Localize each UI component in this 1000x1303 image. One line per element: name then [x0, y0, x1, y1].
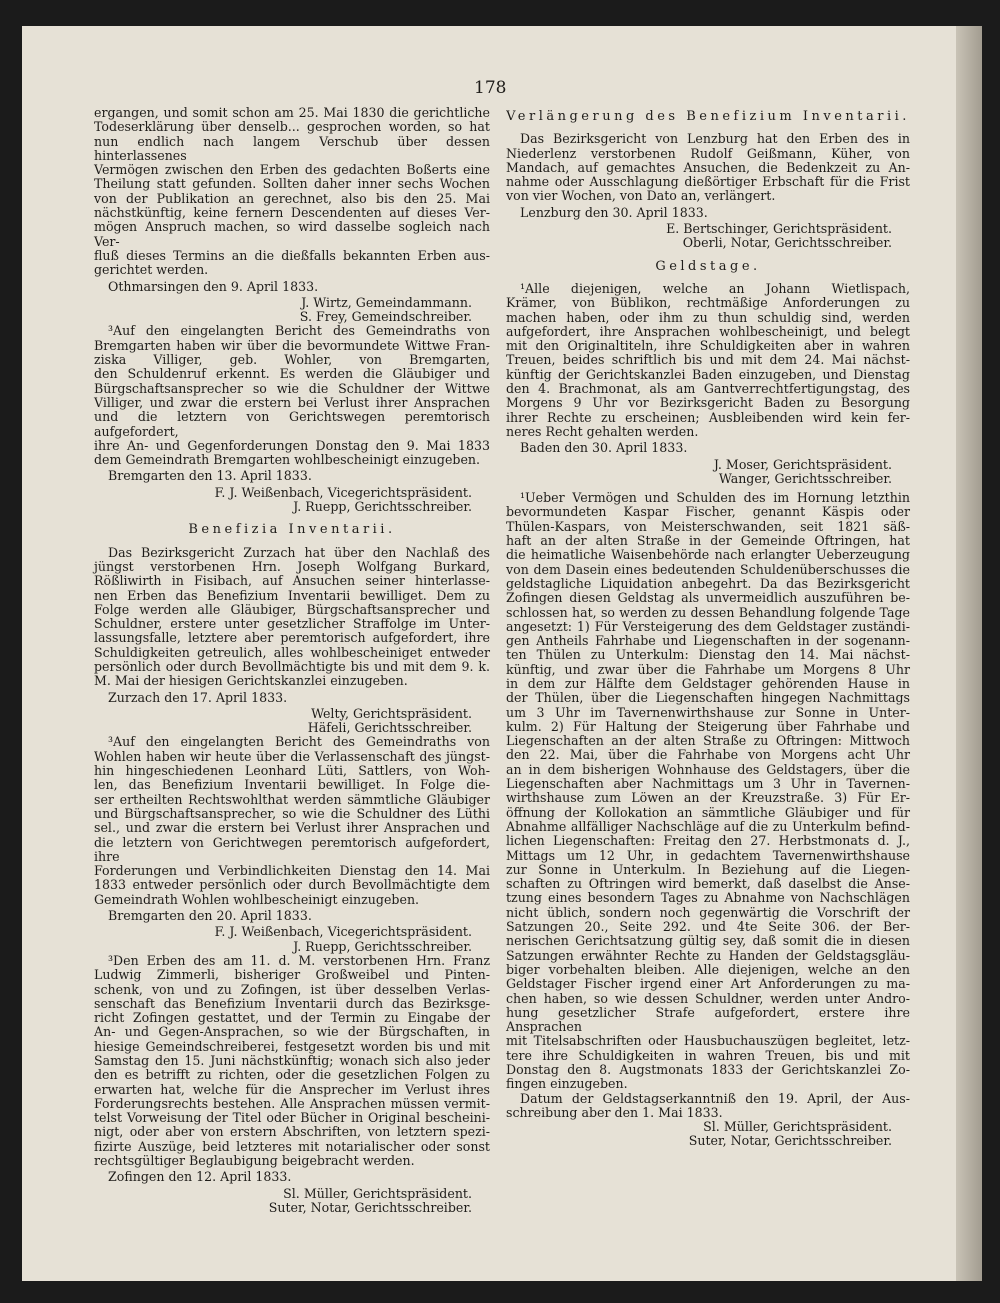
signature: Wanger, Gerichtsschreiber. — [718, 470, 892, 486]
text-line: von vier Wochen, von Dato an, verlängert. — [506, 188, 776, 204]
text-line: len, das Benefizium Inventarii bewilliget. In Folge die- — [94, 777, 490, 793]
text-line: die heimatliche Waisenbehörde nach erlangter Ueberzeugung — [506, 547, 910, 563]
signature: Welty, Gerichtspräsident. — [311, 705, 472, 721]
text-line: Forderungen und Verbindlichkeiten Dienstag den 14. Mai — [94, 863, 490, 879]
text-line: ¹Ueber Vermögen und Schulden des im Hornung letzthin — [520, 490, 910, 506]
text-line: Treuen, beides schriftlich bis und mit dem 24. Mai nächst- — [506, 352, 910, 368]
text-line: Folge werden alle Gläubiger, Bürgschaftsansprecher und — [94, 601, 490, 617]
text-line: telst Vorweisung der Titel oder Bücher in Original bescheini- — [94, 1110, 490, 1126]
section-heading: Geldstage. — [655, 258, 761, 274]
text-line: Gemeindrath Wohlen wohlbescheinigt einzugeben. — [94, 891, 420, 907]
text-line: nächstkünftig, keine fernern Descendenten auf dieses Ver- — [94, 205, 490, 221]
text-line: schenk, von und zu Zofingen, ist über desselben Verlas- — [94, 981, 490, 997]
text-line: öffnung der Kollokation an sämmtliche Gläubiger und für — [506, 804, 910, 820]
signature: Suter, Notar, Gerichtsschreiber. — [688, 1133, 892, 1149]
text-line: nen Erben das Benefizium Inventarii bewilliget. Dem zu — [94, 587, 490, 603]
notice-date: Zurzach den 17. April 1833. — [108, 689, 288, 705]
text-line: den 22. Mai, über die Fahrhabe von Morgens acht Uhr — [506, 747, 910, 763]
notice-othmarsingen — [94, 106, 490, 278]
notice-fischer-note — [506, 1092, 910, 1121]
text-line: Thülen-Kaspars, von Meisterschwanden, seit 1821 säß- — [506, 518, 910, 534]
text-line: aufgefordert, ihre Ansprachen wohlbescheinigt, und belegt — [506, 323, 910, 339]
notice-geissmann — [506, 132, 910, 203]
notice-date: Othmarsingen den 9. April 1833. — [108, 278, 319, 294]
notice-villiger — [94, 324, 490, 467]
text-line: künftig der Gerichtskanzlei Baden einzugeben, und Dienstag — [506, 366, 910, 382]
notice-date: Bremgarten den 20. April 1833. — [108, 908, 312, 924]
signature: Sl. Müller, Gerichtspräsident. — [283, 1185, 472, 1201]
text-line: fluß dieses Termins an die dießfalls bekannten Erben aus- — [94, 247, 490, 263]
notice-fischer — [506, 491, 910, 1091]
text-line: lassungsfalle, letztere aber peremtorisch aufgefordert, ihre — [94, 630, 490, 646]
text-line: geldstagliche Liquidation anbegehrt. Da das Bezirksgericht — [506, 575, 910, 591]
text-line: nerischen Gerichtsatzung gültig sey, daß somit die in diesen — [506, 933, 910, 949]
text-line: den Schuldenruf erkennt. Es werden die Gläubiger und — [94, 366, 490, 382]
text-line: und die letztern von Gerichtswegen peremtorisch aufgefordert, — [94, 409, 490, 439]
text-line: gerichtet werden. — [94, 262, 209, 278]
text-line: Schuldigkeiten getreulich, alles wohlbescheiniget entweder — [94, 644, 490, 660]
text-line: ziska Villiger, geb. Wohler, von Bremgarten, — [94, 352, 490, 368]
text-line: ihrer Rechte zu erscheinen; Ausbleibenden wird kein fer- — [506, 409, 910, 425]
signature: Häfeli, Gerichtsschreiber. — [307, 720, 472, 736]
text-line: mögen Anspruch machen, so wird dasselbe sogleich nach Ver- — [94, 219, 490, 249]
signature: S. Frey, Gemeindschreiber. — [299, 309, 472, 325]
text-line: lichen Liegenschaften: Freitag den 27. Herbstmonats d. J., — [506, 833, 910, 849]
text-line: gen Antheils Fahrhabe und Liegenschaften in der sogenann- — [506, 633, 910, 649]
text-line: und Bürgschaftsansprecher, so wie die Schuldner des Lüthi — [94, 805, 490, 821]
text-line: Schuldner, erstere unter gesetzlicher Straffolge im Unter- — [94, 616, 490, 632]
signature: J. Wirtz, Gemeindammann. — [301, 294, 472, 310]
text-line: Villiger, und zwar die erstern bei Verlust ihrer Ansprachen — [94, 394, 490, 410]
text-line: M. Mai der hiesigen Gerichtskanzlei einzugeben. — [94, 673, 408, 689]
text-line: Ludwig Zimmerli, bisheriger Großweibel und Pinten- — [94, 967, 490, 983]
text-line: den 4. Brachmonat, als am Gantverrechtfertigungstag, des — [506, 381, 910, 397]
text-line: fizirte Auszüge, beid letzteres mit notarialischer oder sonst — [94, 1138, 490, 1154]
text-line: Das Bezirksgericht Zurzach hat über den Nachlaß des — [108, 544, 490, 560]
text-line: ³Auf den eingelangten Bericht des Gemeindraths von — [108, 323, 490, 339]
left-column — [94, 106, 490, 1215]
text-line: senschaft das Benefizium Inventarii durch das Bezirksge- — [94, 995, 490, 1011]
signature: Oberli, Notar, Gerichtsschreiber. — [682, 235, 892, 251]
signature: Sl. Müller, Gerichtspräsident. — [703, 1119, 892, 1135]
text-line: rechtsgültiger Beglaubigung beigebracht werden. — [94, 1153, 415, 1169]
text-line: die letztern von Gerichtwegen peremtorisch aufgefordert, ihre — [94, 834, 490, 864]
text-line: fingen einzugeben. — [506, 1076, 628, 1092]
notice-lueti — [94, 735, 490, 907]
text-line: hung gesetzlicher Strafe aufgefordert, erstere ihre Ansprachen — [506, 1004, 910, 1035]
text-line: den es betrifft zu richten, oder die gesetzlichen Folgen zu — [94, 1067, 490, 1083]
text-line: Bremgarten haben wir über die bevormundete Wittwe Fran- — [94, 337, 490, 353]
text-line: Forderungsrechts bestehen. Alle Ansprachen müssen vermit- — [94, 1095, 490, 1111]
text-line: Wohlen haben wir heute über die Verlassenschaft des jüngst- — [94, 748, 490, 764]
notice-date: Baden den 30. April 1833. — [520, 440, 688, 456]
text-line: nahme oder Ausschlagung dießörtiger Erbschaft für die Frist — [506, 174, 910, 190]
text-line: Krämer, von Büblikon, rechtmäßige Anforderungen zu — [506, 295, 910, 311]
text-line: ser ertheilten Rechtswohlthat werden sämmtliche Gläubiger — [94, 791, 490, 807]
text-line: ten Thülen zu Unterkulm: Dienstag den 14. Mai nächst- — [506, 647, 910, 663]
text-line: chen haben, so wie dessen Schuldner, werden unter Andro- — [506, 990, 910, 1006]
text-line: biger vorbehalten bleiben. Alle diejenigen, welche an den — [506, 961, 910, 977]
text-line: sel., und zwar die erstern bei Verlust ihrer Ansprachen und — [94, 820, 490, 836]
text-line: schaften zu Oftringen wird bemerkt, daß daselbst die Anse- — [506, 876, 910, 892]
text-line: kulm. 2) Für Haltung der Steigerung über Fahrhabe und — [506, 718, 910, 734]
notice-zimmerli — [94, 954, 490, 1168]
text-line: machen haben, oder ihm zu thun schuldig sind, werden — [506, 309, 910, 325]
notice-wietlispach — [506, 282, 910, 439]
text-line: Liegenschaften an der alten Straße zu Oftringen: Mittwoch — [506, 733, 910, 749]
text-line: jüngst verstorbenen Hrn. Joseph Wolfgang Burkard, — [94, 558, 490, 574]
text-line: Geldstager Fischer irgend einer Art Anforderungen zu ma- — [506, 976, 910, 992]
text-line: nicht üblich, sondern noch gegenwärtig die Vorschrift der — [506, 904, 910, 920]
text-line: Rößliwirth in Fisibach, auf Ansuchen seiner hinterlasse- — [94, 573, 490, 589]
text-line: Bürgschaftsansprecher so wie die Schuldner der Wittwe — [94, 380, 490, 396]
text-line: mit den Originaltiteln, ihre Schuldigkeiten aber in wahren — [506, 338, 910, 354]
text-line: Todeserklärung über denselb... gesprochen worden, so hat — [94, 119, 490, 135]
text-line: wirthshause zum Löwen an der Kreuzstraße. 3) Für Er- — [506, 790, 910, 806]
text-line: Niederlenz verstorbenen Rudolf Geißmann, Küher, von — [506, 145, 910, 161]
text-line: ³Auf den eingelangten Bericht des Gemeindraths von — [108, 734, 490, 750]
text-line: Mandach, auf gemachtes Ansuchen, die Bedenkzeit zu An- — [506, 159, 910, 175]
text-line: ergangen, und somit schon am 25. Mai 1830 die gerichtliche — [94, 105, 490, 120]
text-line: hin hingeschiedenen Leonhard Lüti, Sattlers, von Woh- — [94, 763, 490, 779]
section-heading: Verlängerung des Benefizium Inventarii. — [506, 109, 910, 124]
text-line: zur Sonne in Unterkulm. In Beziehung auf die Liegen- — [506, 861, 910, 877]
notice-date: Bremgarten den 13. April 1833. — [108, 468, 312, 484]
text-line: Mittags um 12 Uhr, in gedachtem Tavernenwirthshause — [506, 847, 910, 863]
text-line: Morgens 9 Uhr vor Bezirksgericht Baden zu Besorgung — [506, 395, 910, 411]
text-line: persönlich oder durch Bevollmächtigte bis und mit dem 9. k. — [94, 658, 490, 674]
text-line: Das Bezirksgericht von Lenzburg hat den Erben des in — [520, 131, 910, 147]
signature: F. J. Weißenbach, Vicegerichtspräsident. — [214, 924, 472, 940]
signature: J. Ruepp, Gerichtsschreiber. — [293, 499, 472, 515]
page-number: 178 — [474, 78, 507, 98]
text-line: dem Gemeindrath Bremgarten wohlbescheinigt einzugeben. — [94, 452, 481, 468]
signature: F. J. Weißenbach, Vicegerichtspräsident. — [214, 484, 472, 500]
page-edge — [956, 26, 982, 1281]
text-line: richt Zofingen gestattet, und der Termin zu Eingabe der — [94, 1010, 490, 1026]
text-line: schreibung aber den 1. Mai 1833. — [506, 1104, 723, 1120]
text-line: Zofingen diesen Geldstag als unvermeidlich auszuführen be- — [506, 590, 910, 606]
text-line: tere ihre Schuldigkeiten in wahren Treuen, bis und mit — [506, 1047, 910, 1063]
text-line: in dem zur Hälfte dem Geldstager gehörenden Hause in — [506, 675, 910, 691]
text-line: Satzungen 20., Seite 292. und 4te Seite 306. der Ber- — [506, 919, 910, 935]
text-line: Datum der Geldstagserkanntniß den 19. April, der Aus- — [520, 1090, 910, 1106]
signature: J. Moser, Gerichtspräsident. — [713, 456, 892, 472]
text-line: ¹Alle diejenigen, welche an Johann Wietlispach, — [520, 280, 910, 296]
right-column — [506, 106, 910, 1149]
notice-burkard — [94, 546, 490, 689]
section-heading: Benefizia Inventarii. — [188, 522, 396, 538]
text-line: 1833 entweder persönlich oder durch Bevollmächtigte dem — [94, 877, 490, 893]
text-line: Vermögen zwischen den Erben des gedachten Boßerts eine — [94, 162, 490, 178]
text-line: mit Titelsabschriften oder Hausbuchauszügen begleitet, letz- — [506, 1033, 910, 1049]
text-line: um 3 Uhr im Tavernenwirthshause zur Sonne in Unter- — [506, 704, 910, 720]
text-line: nun endlich nach langem Verschub über dessen hinterlassenes — [94, 133, 490, 163]
text-line: von der Publikation an gerechnet, also bis den 25. Mai — [94, 190, 490, 206]
text-line: künftig, und zwar über die Fahrhabe um Morgens 8 Uhr — [506, 661, 910, 677]
signature: E. Bertschinger, Gerichtspräsident. — [666, 221, 892, 237]
text-line: erwarten hat, welche für die Ansprecher im Verlust ihres — [94, 1081, 490, 1097]
notice-date: Lenzburg den 30. April 1833. — [520, 204, 708, 220]
text-line: schlossen hat, so werden zu dessen Behandlung folgende Tage — [506, 604, 910, 620]
text-line: haft an der alten Straße in der Gemeinde Oftringen, hat — [506, 533, 910, 549]
text-line: Liegenschaften aber Nachmittags um 3 Uhr in Tavernen- — [506, 776, 910, 792]
signature: Suter, Notar, Gerichtsschreiber. — [268, 1199, 472, 1215]
text-line: tzung eines besondern Tages zu Abnahme von Nachschlägen — [506, 890, 910, 906]
text-line: von dem Dasein eines bedeutenden Schuldenüberschusses die — [506, 561, 910, 577]
text-line: Satzungen erwähnter Rechte zu Handen der Geldstagsgläu- — [506, 947, 910, 963]
text-line: neres Recht gehalten werden. — [506, 423, 699, 439]
text-line: hiesige Gemeindschreiberei, festgesetzt worden bis und mit — [94, 1038, 490, 1054]
text-line: Theilung statt gefunden. Sollten daher inner sechs Wochen — [94, 176, 490, 192]
text-line: bevormundeten Kaspar Fischer, genannt Käspis oder — [506, 504, 910, 520]
text-line: Donstag den 8. Augstmonats 1833 der Gerichtskanzlei Zo- — [506, 1062, 910, 1077]
newspaper-page — [22, 26, 982, 1281]
text-line: angesetzt: 1) Für Versteigerung des dem Geldstager zuständi- — [506, 618, 910, 634]
signature: J. Ruepp, Gerichtsschreiber. — [293, 938, 472, 954]
notice-date: Zofingen den 12. April 1833. — [108, 1169, 292, 1185]
text-line: Abnahme allfälliger Nachschläge auf die zu Unterkulm befind- — [506, 818, 910, 834]
text-line: an in dem bisherigen Wohnhause des Geldstagers, über die — [506, 761, 910, 777]
text-line: ihre An- und Gegenforderungen Donstag den 9. Mai 1833 — [94, 437, 490, 453]
text-line: An- und Gegen-Ansprachen, so wie der Bürgschaften, in — [94, 1024, 490, 1040]
text-line: ³Den Erben des am 11. d. M. verstorbenen Hrn. Franz — [108, 952, 490, 968]
text-line: der Thülen, über die Liegenschaften hingegen Nachmittags — [506, 690, 910, 706]
text-line: nigt, oder aber von erstern Abschriften, von letztern spezi- — [94, 1124, 490, 1140]
text-line: Samstag den 15. Juni nächstkünftig; wonach sich also jeder — [94, 1053, 490, 1068]
